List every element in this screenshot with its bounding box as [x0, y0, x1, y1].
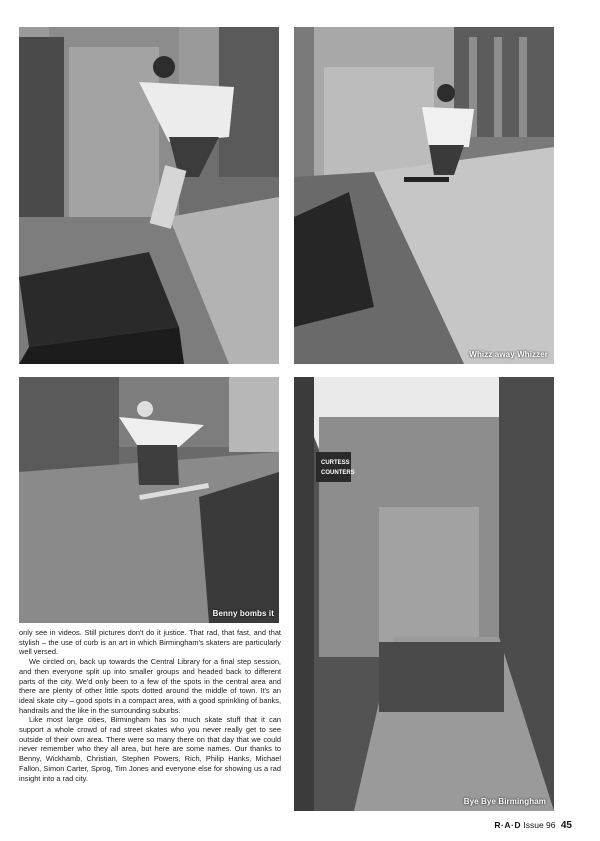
store-sign-line2: COUNTERS — [321, 470, 355, 476]
photo-bye-bye-birmingham — [294, 377, 554, 811]
article-paragraph: We circled on, back up towards the Central Library for a final step session, and then everyone split up into smaller groups and headed back to different parts of the city. We'd only been to a few of the spots in the central area and there are plenty of other little spots dotted around the middle of town. It's an ideal skate city – good spots in a compact area, with a good sprinkling of banks, handrails and the like in the surrounding suburbs. — [19, 657, 281, 715]
photo-caption: Whizz away Whizzer — [469, 350, 548, 359]
photo-caption: Bye Bye Birmingham — [463, 797, 546, 806]
page-footer — [494, 820, 572, 831]
article-paragraph: only see in videos. Still pictures don't do it justice. That rad, that fast, and that stylish – the use of curb is an art in which Birmingham's skaters are particularly well versed. — [19, 628, 281, 657]
photo-wall-ollie — [19, 27, 279, 364]
photo-bank-skate — [294, 27, 554, 364]
issue-label: Issue 96 — [523, 820, 556, 830]
article-body — [19, 628, 281, 783]
magazine-name: R·A·D — [494, 820, 521, 830]
store-sign-line1: CURTESS — [321, 460, 350, 466]
page-number: 45 — [560, 820, 572, 831]
photo-caption: Benny bombs it — [212, 609, 274, 618]
photo-benny-bombs — [19, 377, 279, 623]
article-paragraph: Like most large cities, Birmingham has so much skate stuff that it can support a whole crowd of rad street skates who you never really get to see outside of their own area. There were so many there on that day that we could never remember who they all area, but here are some names. Our thanks to Benny, Wickhamb, Christian, Stephen Powers, Rich, Philip Hanks, Michael Fallon, Simon Carter, Sprog, Tim Jones and everyone else for showing us a rad insight into a rad city. — [19, 715, 281, 783]
